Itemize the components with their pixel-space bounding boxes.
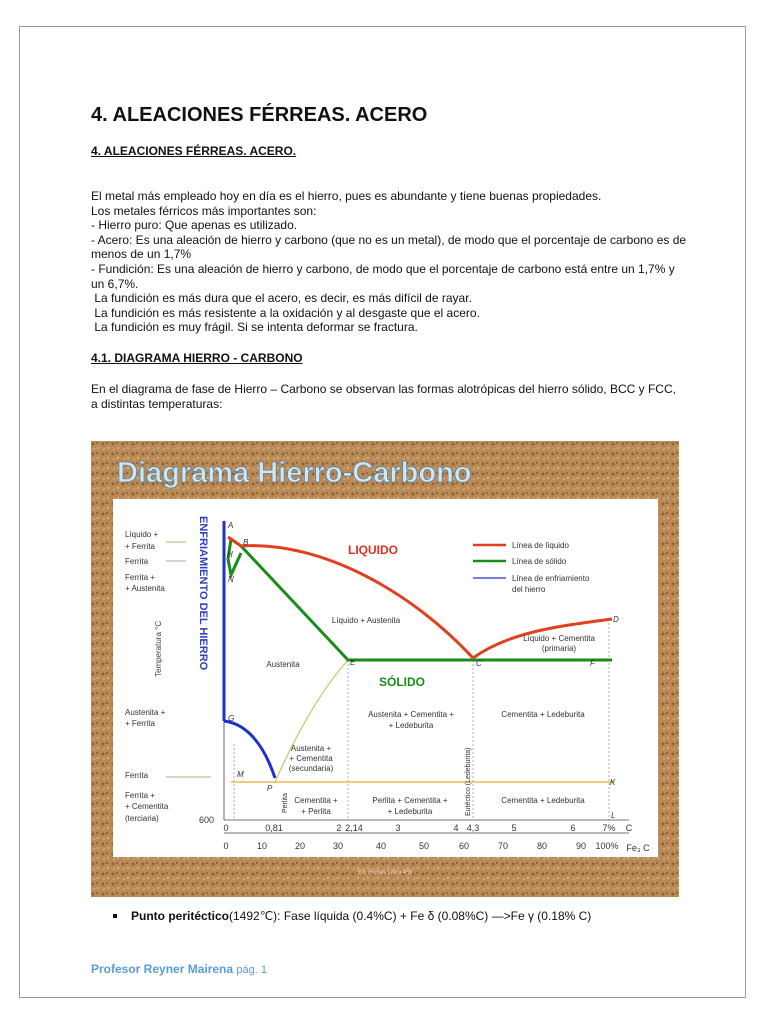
- c-tick: 4: [453, 823, 459, 833]
- intro-line: - Fundición: Es una aleación de hierro y carbono, de modo que el porcentaje de carbono está entre un 1,7% y un 6,7%.: [91, 261, 675, 291]
- c-tick: 3: [395, 823, 401, 833]
- point-label: C: [476, 659, 482, 668]
- vertical-title: ENFRIAMIENTO DEL HIERRO: [197, 516, 209, 671]
- point-label: D: [613, 615, 619, 624]
- region-label: Líquido + Austenita: [331, 616, 401, 625]
- c-tick: 0,81: [265, 823, 283, 833]
- footer-page: pág. 1: [236, 964, 267, 976]
- left-label: Ferrita +: [125, 791, 156, 800]
- legend-solidus: Línea de sólido: [512, 557, 567, 566]
- c-tick: 4,3: [466, 823, 480, 833]
- left-label: + Ferrita: [125, 542, 156, 551]
- bullet-text: (1492℃): Fase líquida (0.4%C) + Fe δ (0.08%C) —>Fe γ (0.18% C): [229, 909, 592, 923]
- region-label: Austenita: [266, 660, 300, 669]
- document-subtitle: 4. ALEACIONES FÉRREAS. ACERO.: [91, 144, 297, 158]
- region-label: Austenita +: [290, 744, 332, 753]
- fe3c-tick: 50: [418, 841, 430, 851]
- intro-line: La fundición es más dura que el acero, es decir, es más difícil de rayar.: [91, 291, 472, 306]
- left-label: Líquido +: [125, 530, 159, 539]
- fe3c-tick: 0: [223, 841, 229, 851]
- left-label: Ferrita: [125, 557, 149, 566]
- c-tick: 0: [223, 823, 229, 833]
- region-label: Cementita +: [294, 796, 338, 805]
- region-eutectico: Eutéctico (Ledeburita): [465, 747, 472, 816]
- region-label: Cementita + Ledeburita: [501, 796, 585, 805]
- c-tick: 7%: [602, 823, 616, 833]
- left-label: Austenita +: [125, 708, 166, 717]
- c-tick: 2: [336, 823, 342, 833]
- region-label: (primaria): [541, 644, 577, 653]
- footer-author: Profesor Reyner Mairena: [91, 962, 234, 976]
- region-label: + Ledeburita: [388, 721, 434, 730]
- point-label: F: [590, 659, 595, 668]
- intro-line: - Acero: Es una aleación de hierro y carbono (que no es un metal), de modo que el porcentaje de carbono es de menos de un 1,7%: [91, 232, 687, 262]
- intro-line: La fundición es más resistente a la oxidación y al desgaste que el acero.: [91, 305, 480, 320]
- legend-cooling: Línea de enfriamiento: [512, 574, 590, 583]
- point-label: G: [228, 714, 235, 723]
- c-tick: 2,14: [345, 823, 363, 833]
- intro-text: [91, 189, 691, 335]
- region-label: Perlita + Cementita +: [372, 796, 448, 805]
- region-liquido: LIQUIDO: [348, 543, 398, 557]
- section-heading: 4.1. DIAGRAMA HIERRO - CARBONO: [91, 351, 303, 365]
- region-solido: SÓLIDO: [379, 675, 426, 689]
- iron-carbon-diagram-figure: [91, 441, 679, 897]
- fe3c-tick: 100%: [595, 841, 619, 851]
- point-label: H: [227, 550, 233, 559]
- region-label: + Ledeburita: [387, 807, 433, 816]
- point-label: P: [267, 784, 273, 793]
- region-perlita: Perlita: [282, 793, 289, 813]
- c-tick: 5: [511, 823, 517, 833]
- diagram-banner: Diagrama Hierro-Carbono: [117, 457, 472, 489]
- watermark: Ed. Fichas Libro 4ºB: [357, 870, 413, 876]
- fe3c-tick: 60: [458, 841, 470, 851]
- bullet-label: Punto peritéctico: [131, 909, 230, 923]
- fe3c-tick: 20: [294, 841, 306, 851]
- region-label: Cementita + Ledeburita: [501, 710, 585, 719]
- c-tick: 6: [570, 823, 576, 833]
- fe3c-tick: 30: [332, 841, 344, 851]
- c-axis-unit: C: [625, 823, 633, 833]
- region-label: Líquido + Cementita: [523, 634, 595, 643]
- point-label: K: [610, 778, 616, 787]
- point-label: M: [237, 770, 244, 779]
- region-label: Austenita + Cementita +: [368, 710, 454, 719]
- fe3c-tick: 80: [536, 841, 548, 851]
- left-label: Ferrita +: [125, 573, 156, 582]
- point-label: E: [350, 658, 356, 667]
- temp-600-label: 600: [199, 815, 215, 825]
- intro-line: - Hierro puro: Que apenas es utilizado.: [91, 218, 298, 233]
- fe3c-tick: 10: [256, 841, 268, 851]
- bullet-icon: [113, 914, 117, 918]
- left-label: + Austenita: [125, 584, 165, 593]
- point-label: A: [228, 521, 234, 530]
- point-label: N: [228, 575, 234, 584]
- document-title: 4. ALEACIONES FÉRREAS. ACERO: [91, 104, 428, 126]
- left-label: Ferrita: [125, 771, 149, 780]
- intro-line: El metal más empleado hoy en día es el hierro, pues es abundante y tiene buenas propiedades.: [91, 189, 602, 203]
- section-text: En el diagrama de fase de Hierro – Carbono se observan las formas alotrópicas del hierro sólido, BCC y FCC, a distintas temperaturas:: [91, 382, 676, 411]
- point-label: L: [611, 811, 616, 820]
- region-label: + Cementita: [289, 754, 333, 763]
- left-label: + Ferrita: [125, 719, 156, 728]
- y-axis-label: Temperatura °C: [154, 620, 163, 677]
- bullet-item: [113, 909, 591, 923]
- left-label: (terciaria): [125, 814, 159, 823]
- point-label: B: [243, 538, 249, 547]
- region-label: + Perlita: [301, 807, 331, 816]
- fe3c-tick: 90: [575, 841, 587, 851]
- fe3c-tick: 40: [375, 841, 387, 851]
- fe3c-axis-unit: Fe₃ C: [626, 843, 650, 853]
- intro-line: Los metales férricos más importantes son:: [91, 203, 317, 218]
- left-label: + Cementita: [125, 802, 169, 811]
- legend-liquidus: Línea de líquido: [512, 541, 569, 550]
- fe3c-tick: 70: [497, 841, 509, 851]
- page-footer: [91, 962, 267, 976]
- legend-cooling: del hierro: [512, 585, 546, 594]
- intro-line: La fundición es muy frágil. Si se intenta deformar se fractura.: [91, 320, 418, 335]
- region-label: (secundaria): [288, 764, 334, 773]
